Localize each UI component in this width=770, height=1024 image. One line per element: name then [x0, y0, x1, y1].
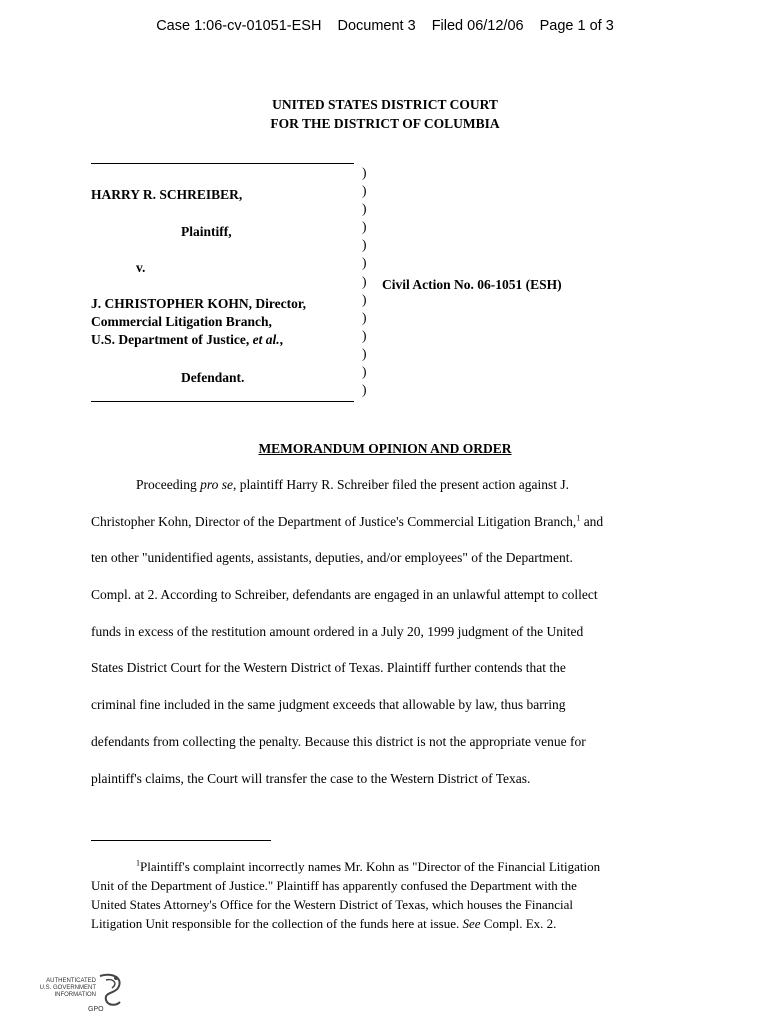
paren: ): [362, 327, 367, 343]
body-line: Compl. at 2. According to Schreiber, defendants are engaged in an unlawful attempt to collect: [91, 587, 598, 603]
body-line: funds in excess of the restitution amount ordered in a July 20, 1999 judgment of the United: [91, 623, 584, 639]
footnote-number: 1: [136, 858, 140, 868]
defendant-line-3: U.S. Department of Justice, et al.,: [91, 332, 283, 347]
court-heading: [0, 95, 770, 133]
paren: ): [362, 165, 367, 180]
paren: ): [362, 345, 367, 361]
body-line: Proceeding pro se, plaintiff Harry R. Schreiber filed the present action against J.: [136, 477, 570, 492]
body-line: States District Court for the Western District of Texas. Plaintiff further contends that the: [91, 660, 566, 676]
document-title: MEMORANDUM OPINION AND ORDER: [258, 441, 512, 456]
body-line: Christopher Kohn, Director of the Department of Justice's Commercial Litigation Branch,$^1$ and: [91, 513, 604, 529]
caption-top-rule: [91, 163, 354, 164]
paren: ): [362, 309, 367, 325]
caption-bottom-rule: [91, 401, 354, 402]
paren: ): [362, 291, 367, 307]
page-number: Page 1 of 3: [539, 18, 614, 34]
document-number: Document 3: [337, 18, 416, 34]
versus-label: v.: [136, 260, 146, 275]
footnote-separator: [91, 840, 271, 841]
body-line: ten other "unidentified agents, assistants, deputies, and/or employees" of the Department.: [91, 550, 573, 566]
gpo-label: GPO: [88, 1006, 104, 1013]
paren: ): [362, 183, 367, 199]
civil-action-number: Civil Action No. 06-1051 (ESH): [382, 277, 562, 292]
gpo-seal-text: AUTHENTICATED U.S. GOVERNMENT INFORMATION: [39, 978, 96, 998]
plaintiff-name: HARRY R. SCHREIBER,: [91, 187, 243, 202]
plaintiff-label: Plaintiff,: [181, 224, 232, 239]
paren: ): [362, 237, 367, 253]
filed-date: Filed 06/12/06: [431, 18, 524, 34]
footnote-line: United States Attorney's Office for the Western District of Texas, which houses the Financial: [91, 897, 574, 912]
paren: ): [362, 364, 367, 380]
gpo-authentication-seal: [38, 972, 138, 1020]
caption-parentheses: [362, 164, 367, 399]
paren: ): [362, 273, 367, 289]
body-line: plaintiff's claims, the Court will transfer the case to the Western District of Texas.: [91, 770, 531, 786]
body-line: defendants from collecting the penalty. Because this district is not the appropriate venue for: [91, 733, 586, 749]
footnote-line: Litigation Unit responsible for the collection of the funds here at issue. See Compl. Ex. 2.: [91, 916, 557, 931]
page-header: [0, 18, 770, 34]
footnote-line: $^1$Plaintiff's complaint incorrectly names Mr. Kohn as "Director of the Financial Litigation: [136, 858, 601, 874]
footnote: [91, 857, 691, 933]
court-name: UNITED STATES DISTRICT COURT: [272, 97, 498, 112]
footnote-ref: 1: [576, 513, 581, 523]
paren: ): [362, 201, 367, 217]
defendant-line-2: Commercial Litigation Branch,: [91, 314, 272, 329]
court-district: FOR THE DISTRICT OF COLUMBIA: [270, 116, 500, 131]
paren: ): [362, 255, 367, 271]
opinion-body: [91, 477, 681, 807]
paren: ): [362, 382, 367, 398]
defendant-label: Defendant.: [181, 370, 245, 385]
defendant-line-1: J. CHRISTOPHER KOHN, Director,: [91, 296, 307, 311]
case-number: Case 1:06-cv-01051-ESH: [156, 18, 322, 34]
body-line: criminal fine included in the same judgment exceeds that allowable by law, thus barring: [91, 697, 566, 713]
footnote-line: Unit of the Department of Justice." Plaintiff has apparently confused the Department with the: [91, 878, 577, 893]
paren: ): [362, 219, 367, 235]
